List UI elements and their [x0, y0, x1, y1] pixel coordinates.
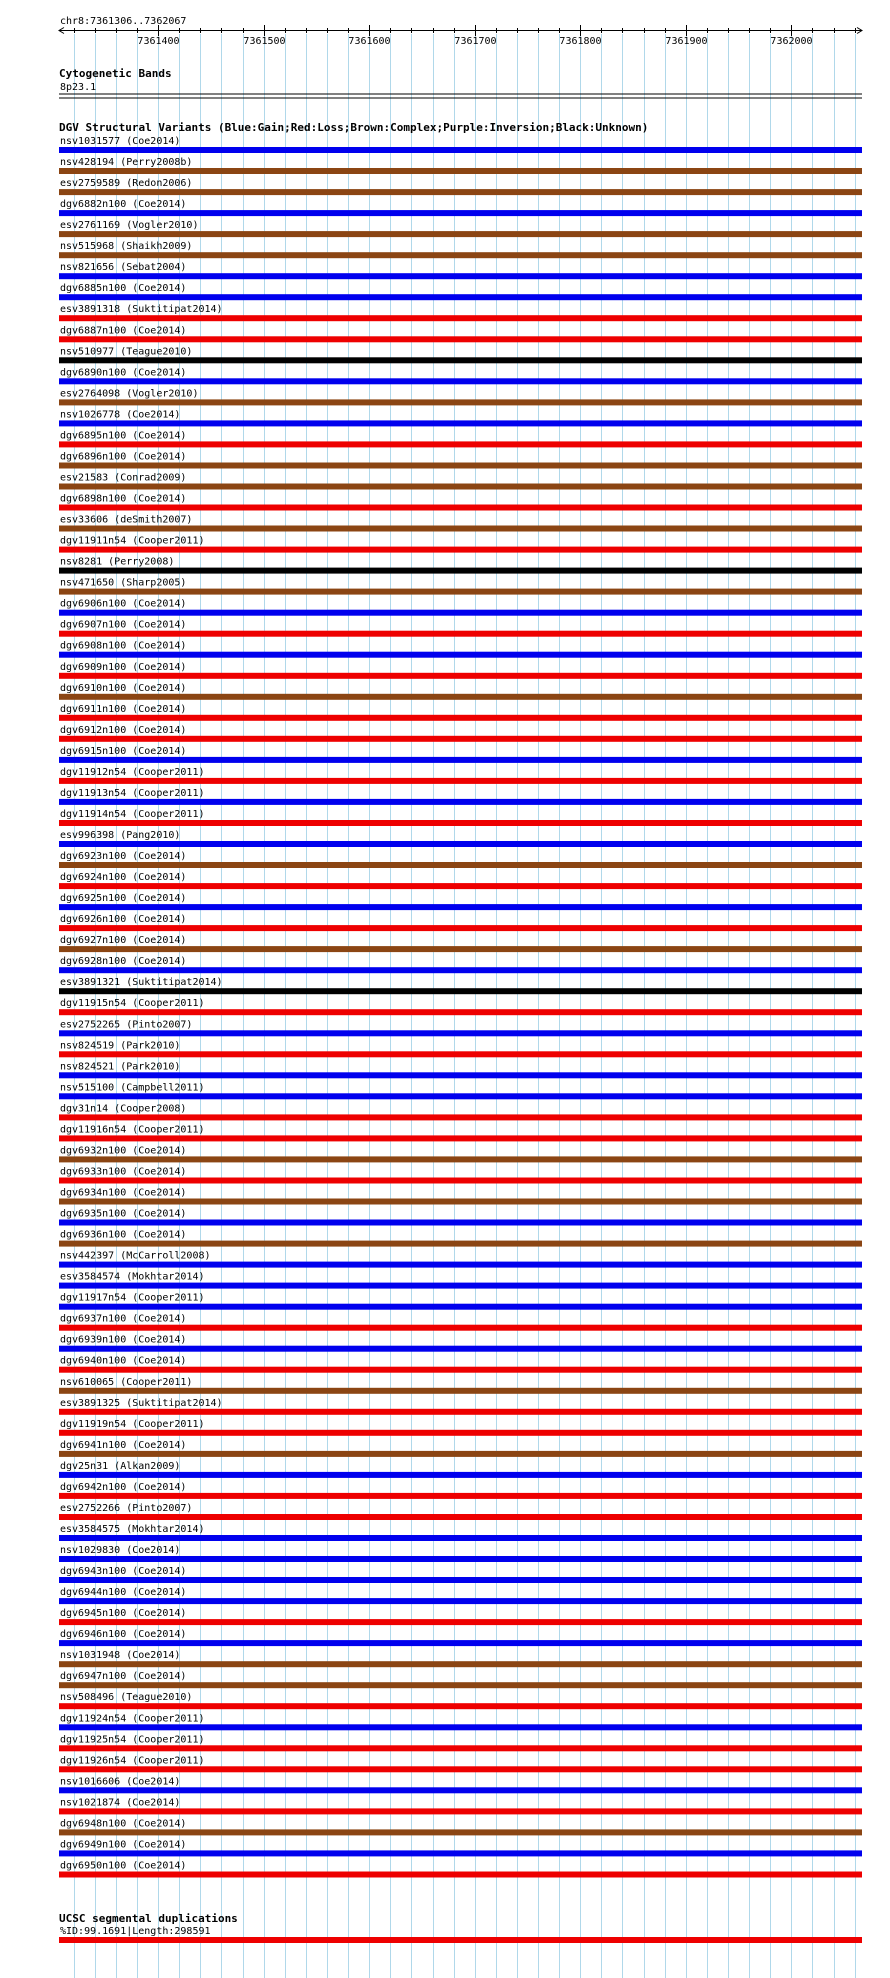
- variant-bar[interactable]: [59, 1640, 862, 1646]
- variant-label: dgv6936n100 (Coe2014): [60, 1229, 187, 1241]
- variant-label: nsv515100 (Campbell2011): [60, 1082, 205, 1094]
- dgv-variants: [59, 136, 862, 1878]
- variant-bar[interactable]: [59, 1135, 862, 1141]
- ruler-tick-label: 7362000: [770, 36, 813, 47]
- variant-label: dgv6943n100 (Coe2014): [60, 1566, 187, 1577]
- variant-bar[interactable]: [59, 1409, 862, 1415]
- variant-label: dgv11916n54 (Cooper2011): [60, 1124, 205, 1136]
- variant-bar[interactable]: [59, 1850, 862, 1856]
- variant-bar[interactable]: [59, 315, 862, 321]
- variant-label: dgv6909n100 (Coe2014): [60, 661, 187, 673]
- variant-label: nsv1029830 (Coe2014): [60, 1545, 181, 1556]
- variant-bar[interactable]: [59, 1199, 862, 1205]
- variant-bar[interactable]: [59, 399, 862, 405]
- variant-bar[interactable]: [59, 1220, 862, 1226]
- variant-label: dgv6890n100 (Coe2014): [60, 367, 187, 379]
- variant-bar[interactable]: [59, 694, 862, 700]
- variant-bar[interactable]: [59, 1283, 862, 1289]
- variant-label: dgv6910n100 (Coe2014): [60, 682, 187, 694]
- segdup-label: %ID:99.1691|Length:298591: [60, 1926, 211, 1937]
- variant-label: esv3891325 (Suktitipat2014): [60, 1397, 223, 1409]
- variant-label: dgv6939n100 (Coe2014): [60, 1334, 187, 1346]
- variant-bar[interactable]: [59, 1093, 862, 1099]
- variant-bar[interactable]: [59, 862, 862, 868]
- variant-bar[interactable]: [59, 1156, 862, 1162]
- ruler-tick-label: 7361800: [559, 36, 602, 47]
- variant-label: esv3891321 (Suktitipat2014): [60, 977, 223, 989]
- variant-label: dgv11919n54 (Cooper2011): [60, 1418, 205, 1430]
- variant-bar[interactable]: [59, 988, 862, 994]
- variant-bar[interactable]: [59, 526, 862, 532]
- ruler-tick-label: 7361600: [348, 36, 391, 47]
- variant-label: dgv6887n100 (Coe2014): [60, 325, 187, 337]
- variant-bar[interactable]: [59, 294, 862, 300]
- variant-label: dgv6885n100 (Coe2014): [60, 283, 187, 295]
- variant-bar[interactable]: [59, 925, 862, 931]
- variant-label: dgv6896n100 (Coe2014): [60, 451, 187, 463]
- variant-label: dgv31n14 (Cooper2008): [60, 1103, 187, 1115]
- variant-bar[interactable]: [59, 484, 862, 490]
- variant-label: dgv6911n100 (Coe2014): [60, 703, 187, 715]
- variant-label: esv21583 (Conrad2009): [60, 472, 187, 484]
- variant-label: dgv6934n100 (Coe2014): [60, 1187, 187, 1199]
- dgv-track-title: DGV Structural Variants (Blue:Gain;Red:Loss;Brown:Complex;Purple:Inversion;Black:Unknown): [59, 121, 649, 134]
- variant-bar[interactable]: [59, 1262, 862, 1268]
- variant-label: dgv6898n100 (Coe2014): [60, 493, 187, 505]
- variant-label: nsv821656 (Sebat2004): [60, 262, 187, 274]
- variant-bar[interactable]: [59, 252, 862, 258]
- variant-label: dgv6906n100 (Coe2014): [60, 598, 187, 610]
- variant-label: dgv6937n100 (Coe2014): [60, 1313, 187, 1325]
- region-coordinates: chr8:7361306..7362067: [60, 16, 187, 27]
- variant-bar[interactable]: [59, 1745, 862, 1751]
- variant-bar[interactable]: [59, 1388, 862, 1394]
- position-ruler: [59, 25, 862, 47]
- variant-label: dgv6944n100 (Coe2014): [60, 1587, 187, 1599]
- variant-label: nsv824519 (Park2010): [60, 1040, 181, 1052]
- variant-label: dgv6942n100 (Coe2014): [60, 1481, 187, 1493]
- variant-bar[interactable]: [59, 1787, 862, 1793]
- variant-bar[interactable]: [59, 1051, 862, 1057]
- variant-bar[interactable]: [59, 1430, 862, 1436]
- variant-label: dgv6948n100 (Coe2014): [60, 1818, 187, 1830]
- variant-bar[interactable]: [59, 1367, 862, 1373]
- variant-label: nsv8281 (Perry2008): [60, 556, 175, 568]
- variant-label: dgv6941n100 (Coe2014): [60, 1439, 187, 1451]
- cytoband-label: 8p23.1: [60, 82, 97, 93]
- variant-label: dgv11914n54 (Cooper2011): [60, 809, 205, 820]
- variant-bar[interactable]: [59, 946, 862, 952]
- variant-bar[interactable]: [59, 1577, 862, 1583]
- variant-label: esv2761169 (Vogler2010): [60, 220, 199, 232]
- variant-label: dgv6932n100 (Coe2014): [60, 1145, 187, 1157]
- variant-bar[interactable]: [59, 1241, 862, 1247]
- variant-label: nsv1031948 (Coe2014): [60, 1650, 181, 1662]
- cytoband-track-title: Cytogenetic Bands: [59, 67, 172, 80]
- variant-label: dgv11912n54 (Cooper2011): [60, 766, 205, 778]
- variant-bar[interactable]: [59, 967, 862, 973]
- variant-bar[interactable]: [59, 505, 862, 511]
- ruler-tick-label: 7361500: [243, 36, 286, 47]
- variant-label: nsv471650 (Sharp2005): [60, 577, 187, 589]
- variant-label: nsv1016606 (Coe2014): [60, 1776, 181, 1788]
- variant-bar[interactable]: [59, 1325, 862, 1331]
- variant-bar[interactable]: [59, 736, 862, 742]
- variant-label: nsv428194 (Perry2008b): [60, 157, 193, 168]
- variant-label: dgv6946n100 (Coe2014): [60, 1629, 187, 1641]
- variant-label: dgv6908n100 (Coe2014): [60, 640, 187, 652]
- variant-bar[interactable]: [59, 589, 862, 595]
- variant-bar[interactable]: [59, 1451, 862, 1457]
- variant-label: dgv25n31 (Alkan2009): [60, 1460, 181, 1472]
- variant-bar[interactable]: [59, 547, 862, 553]
- variant-label: nsv610065 (Cooper2011): [60, 1376, 193, 1388]
- variant-bar[interactable]: [59, 1493, 862, 1499]
- variant-label: dgv11925n54 (Cooper2011): [60, 1734, 205, 1746]
- variant-bar[interactable]: [59, 420, 862, 426]
- variant-label: dgv6949n100 (Coe2014): [60, 1839, 187, 1851]
- variant-bar[interactable]: [59, 378, 862, 384]
- variant-bar[interactable]: [59, 568, 862, 574]
- ruler-tick-label: 7361400: [137, 36, 180, 47]
- variant-label: nsv515968 (Shaikh2009): [60, 241, 193, 253]
- variant-bar[interactable]: [59, 1556, 862, 1562]
- variant-label: nsv442397 (McCarroll2008): [60, 1250, 211, 1262]
- variant-label: esv2752265 (Pinto2007): [60, 1019, 193, 1031]
- variant-label: dgv6947n100 (Coe2014): [60, 1671, 187, 1683]
- variant-label: dgv11926n54 (Cooper2011): [60, 1755, 205, 1767]
- variant-label: nsv508496 (Teague2010): [60, 1692, 193, 1704]
- variant-label: nsv510977 (Teague2010): [60, 346, 193, 358]
- variant-bar[interactable]: [59, 1598, 862, 1604]
- variant-label: dgv6935n100 (Coe2014): [60, 1208, 187, 1220]
- variant-label: dgv6924n100 (Coe2014): [60, 872, 187, 884]
- variant-bar[interactable]: [59, 1072, 862, 1078]
- variant-bar[interactable]: [59, 652, 862, 658]
- variant-bar[interactable]: [59, 883, 862, 889]
- variant-bar[interactable]: [59, 1872, 862, 1878]
- variant-label: nsv824521 (Park2010): [60, 1061, 181, 1073]
- variant-bar[interactable]: [59, 189, 862, 195]
- variant-label: dgv6882n100 (Coe2014): [60, 199, 187, 211]
- variant-bar[interactable]: [59, 357, 862, 363]
- variant-bar[interactable]: [59, 1682, 862, 1688]
- variant-bar[interactable]: [59, 1114, 862, 1120]
- variant-bar[interactable]: [59, 336, 862, 342]
- variant-label: dgv6907n100 (Coe2014): [60, 619, 187, 631]
- variant-bar[interactable]: [59, 1724, 862, 1730]
- variant-label: dgv6950n100 (Coe2014): [60, 1860, 187, 1872]
- variant-bar[interactable]: [59, 1472, 862, 1478]
- variant-bar[interactable]: [59, 1703, 862, 1709]
- variant-bar[interactable]: [59, 441, 862, 447]
- variant-bar[interactable]: [59, 147, 862, 153]
- variant-label: dgv6923n100 (Coe2014): [60, 851, 187, 862]
- variant-label: dgv11913n54 (Cooper2011): [60, 787, 205, 799]
- segdup-track-title: UCSC segmental duplications: [59, 1912, 238, 1925]
- variant-bar[interactable]: [59, 799, 862, 805]
- variant-label: esv3584574 (Mokhtar2014): [60, 1271, 205, 1283]
- variant-label: dgv6912n100 (Coe2014): [60, 724, 187, 736]
- variant-label: esv2764098 (Vogler2010): [60, 388, 199, 400]
- variant-label: dgv6927n100 (Coe2014): [60, 935, 187, 947]
- variant-label: dgv6928n100 (Coe2014): [60, 956, 187, 968]
- segdup-bar[interactable]: [59, 1937, 862, 1943]
- variant-bar[interactable]: [59, 1535, 862, 1541]
- variant-label: nsv1031577 (Coe2014): [60, 136, 181, 147]
- variant-bar[interactable]: [59, 1766, 862, 1772]
- variant-bar[interactable]: [59, 231, 862, 237]
- variant-bar[interactable]: [59, 757, 862, 763]
- variant-label: esv2752266 (Pinto2007): [60, 1503, 193, 1514]
- variant-label: dgv11917n54 (Cooper2011): [60, 1292, 205, 1304]
- variant-label: esv3584575 (Mokhtar2014): [60, 1524, 205, 1535]
- variant-bar[interactable]: [59, 1346, 862, 1352]
- variant-label: dgv6925n100 (Coe2014): [60, 893, 187, 905]
- variant-label: esv3891318 (Suktitipat2014): [60, 304, 223, 316]
- ruler-tick-label: 7361900: [665, 36, 708, 47]
- ruler-tick-label: 7361700: [454, 36, 497, 47]
- variant-label: nsv1021874 (Coe2014): [60, 1797, 181, 1809]
- variant-bar[interactable]: [59, 610, 862, 616]
- variant-bar[interactable]: [59, 715, 862, 721]
- variant-label: esv996398 (Pang2010): [60, 830, 181, 841]
- variant-label: esv2759589 (Redon2006): [60, 178, 193, 190]
- variant-label: dgv6945n100 (Coe2014): [60, 1608, 187, 1620]
- variant-label: dgv11924n54 (Cooper2011): [60, 1713, 205, 1725]
- variant-bar[interactable]: [59, 820, 862, 826]
- variant-bar[interactable]: [59, 904, 862, 910]
- variant-label: dgv11915n54 (Cooper2011): [60, 998, 205, 1010]
- variant-bar[interactable]: [59, 1009, 862, 1015]
- variant-bar[interactable]: [59, 1619, 862, 1625]
- variant-label: nsv1026778 (Coe2014): [60, 409, 181, 421]
- variant-bar[interactable]: [59, 1178, 862, 1184]
- variant-bar[interactable]: [59, 778, 862, 784]
- variant-bar[interactable]: [59, 841, 862, 847]
- variant-bar[interactable]: [59, 1661, 862, 1667]
- variant-bar[interactable]: [59, 463, 862, 469]
- variant-label: dgv6895n100 (Coe2014): [60, 430, 187, 442]
- variant-bar[interactable]: [59, 273, 862, 279]
- variant-bar[interactable]: [59, 168, 862, 174]
- variant-label: dgv6915n100 (Coe2014): [60, 745, 187, 757]
- variant-bar[interactable]: [59, 631, 862, 637]
- variant-label: dgv11911n54 (Cooper2011): [60, 535, 205, 547]
- variant-label: dgv6933n100 (Coe2014): [60, 1166, 187, 1178]
- variant-bar[interactable]: [59, 1030, 862, 1036]
- variant-bar[interactable]: [59, 1808, 862, 1814]
- variant-label: dgv6940n100 (Coe2014): [60, 1355, 187, 1367]
- variant-bar[interactable]: [59, 1304, 862, 1310]
- variant-bar[interactable]: [59, 210, 862, 216]
- variant-label: esv33606 (deSmith2007): [60, 514, 193, 526]
- variant-bar[interactable]: [59, 1514, 862, 1520]
- variant-bar[interactable]: [59, 673, 862, 679]
- variant-label: dgv6926n100 (Coe2014): [60, 914, 187, 926]
- variant-bar[interactable]: [59, 1829, 862, 1835]
